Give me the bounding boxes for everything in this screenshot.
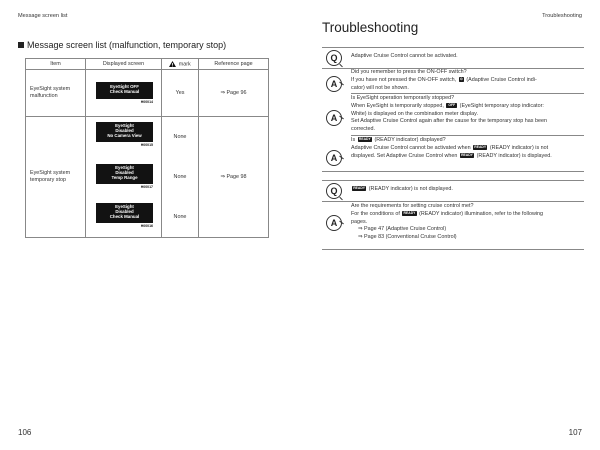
screen-cell	[86, 117, 162, 158]
answer-icon-label: A	[330, 79, 338, 89]
right-page	[300, 0, 600, 450]
section-title-text: Message screen list (malfunction, temporary stop)	[27, 40, 227, 50]
table-header-item: Item	[26, 59, 86, 70]
answer-text	[351, 95, 582, 134]
answer-line-part: (EyeSight temporary stop indicator:	[459, 102, 544, 109]
mark-cell: Yes	[162, 70, 199, 117]
screen-line: Temp Range	[111, 175, 138, 180]
answer-row	[322, 201, 584, 250]
answer-text	[351, 137, 582, 160]
table-header-mark	[162, 59, 199, 70]
screen-line: No Camera View	[107, 133, 142, 138]
screen-cell	[86, 197, 162, 238]
answer-icon	[326, 76, 342, 92]
answer-line-part: (READY indicator) illumination, refer to the following	[419, 210, 544, 217]
question-icon-label: Q	[330, 186, 338, 196]
answer-line: cator) will not be shown.	[351, 84, 409, 91]
answer-line: White) is displayed on the combination meter display.	[351, 110, 478, 117]
screen-line: EyeSight	[115, 123, 134, 128]
answer-row	[322, 68, 584, 172]
answer-divider	[351, 93, 584, 94]
question-line: Adaptive Cruise Control cannot be activated.	[351, 53, 458, 59]
screen-line: Disabled	[115, 170, 134, 175]
mark-cell: None	[162, 197, 199, 238]
screen-cell	[86, 70, 162, 117]
question-text	[351, 53, 582, 61]
reference-cell: ⇒ Page 96	[199, 70, 269, 117]
mark-header-label: mark	[178, 61, 191, 68]
screen-line: Check Manual	[109, 214, 140, 219]
table-row	[26, 117, 269, 158]
screen-line: EyeSight OFF	[110, 84, 139, 89]
answer-line	[351, 77, 582, 85]
answer-icon	[326, 110, 342, 126]
answer-icon	[326, 215, 342, 231]
screen-line: Check Manual	[109, 89, 140, 94]
cruise-control-indicator-icon: ⊙	[459, 76, 463, 81]
square-bullet-icon	[18, 42, 24, 48]
running-header: Message screen list	[18, 13, 68, 19]
eyesight-temporary-stop-icon: OFF	[448, 102, 456, 107]
mark-cell: None	[162, 157, 199, 197]
table-header-screen: Displayed screen	[86, 59, 162, 70]
ready-indicator-icon: READY	[403, 210, 416, 215]
page-title: Troubleshooting	[322, 20, 419, 35]
table-header-row	[26, 59, 269, 70]
answer-icon-label: A	[330, 218, 338, 228]
screen-code: H00016	[140, 224, 153, 228]
question-icon	[326, 183, 342, 199]
answer-line-part: When EyeSight is temporarily stopped,	[351, 102, 444, 109]
question-row	[322, 47, 584, 69]
item-cell: EyeSight system malfunction	[26, 70, 86, 117]
answer-line-part: Is	[351, 137, 356, 143]
answer-line-part: (Adaptive Cruise Control indi-	[466, 76, 537, 83]
answer-line-part: displayed. Set Adaptive Cruise Control when	[351, 152, 458, 159]
question-line	[351, 186, 582, 194]
section-title	[18, 40, 226, 50]
answer-line-part: (READY indicator) is displayed.	[476, 152, 552, 159]
screen-line: EyeSight	[115, 165, 134, 170]
answer-line-part: For the conditions of	[351, 210, 400, 217]
answer-line-part: (READY indicator) displayed?	[374, 137, 446, 143]
screen-code: H00014	[140, 100, 153, 104]
ready-indicator-icon: READY	[461, 152, 473, 157]
question-line-part: (READY indicator) is not displayed.	[368, 186, 453, 192]
answer-line-part: (READY indicator) is not	[489, 144, 549, 151]
screen-code: H00015	[140, 143, 153, 147]
answer-icon	[326, 150, 342, 166]
answer-line	[351, 145, 582, 153]
question-row	[322, 180, 584, 202]
mark-cell: None	[162, 117, 199, 158]
reference-link[interactable]: ⇒ Page 47 (Adaptive Cruise Control)	[358, 226, 447, 233]
question-icon	[326, 50, 342, 66]
screen-cell	[86, 157, 162, 197]
ready-indicator-icon: READY	[474, 144, 487, 149]
message-screen-table	[25, 58, 269, 238]
answer-line-part: Adaptive Cruise Control cannot be activated when	[351, 144, 471, 151]
question-text	[351, 186, 582, 194]
answer-text	[351, 203, 582, 242]
display-screen	[96, 203, 153, 223]
answer-line: Set Adaptive Cruise Control again after the cause for the temporary stop has been	[351, 118, 547, 125]
display-screen	[96, 82, 153, 99]
page-number: 107	[568, 428, 582, 437]
reference-link[interactable]: ⇒ Page 83 (Conventional Cruise Control)	[358, 234, 457, 241]
ready-indicator-icon: READY	[353, 186, 366, 191]
answer-icon-label: A	[330, 113, 338, 123]
answer-line	[351, 211, 582, 219]
screen-line: Disabled	[115, 128, 134, 133]
reference-cell: ⇒ Page 98	[199, 117, 269, 238]
display-screen	[96, 164, 153, 184]
running-header: Troubleshooting	[542, 13, 582, 19]
table-row	[26, 70, 269, 117]
display-screen	[96, 122, 153, 142]
answer-divider	[351, 135, 584, 136]
answer-line	[351, 153, 582, 161]
table-header-reference: Reference page	[199, 59, 269, 70]
answer-line: pages.	[351, 218, 368, 225]
screen-line: EyeSight	[115, 204, 134, 209]
answer-text	[351, 69, 582, 92]
answer-line: Did you remember to press the ON-OFF switch?	[351, 69, 467, 75]
item-cell: EyeSight system temporary stop	[26, 117, 86, 238]
answer-line-part: If you have not pressed the ON-OFF switch,	[351, 76, 457, 83]
answer-icon-label: A	[330, 153, 338, 163]
answer-line: Are the requirements for setting cruise control met?	[351, 203, 474, 209]
answer-line: Is EyeSight operation temporarily stopped?	[351, 95, 455, 101]
ready-indicator-icon: READY	[358, 137, 371, 142]
answer-line	[351, 103, 582, 111]
screen-line: Disabled	[115, 209, 134, 214]
warning-triangle-icon	[169, 61, 176, 67]
screen-code: H00017	[140, 185, 153, 189]
answer-line	[351, 137, 582, 145]
question-icon-label: Q	[330, 53, 338, 63]
page-number: 106	[18, 428, 32, 437]
answer-line: corrected.	[351, 126, 375, 133]
